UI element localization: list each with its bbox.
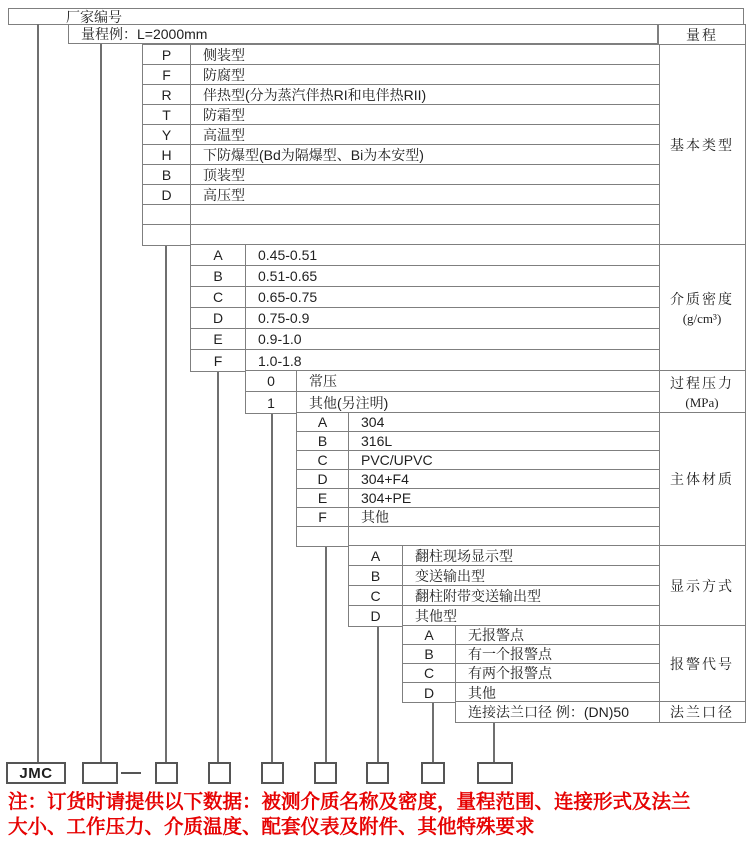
table-row — [143, 185, 659, 205]
table-row — [456, 702, 659, 722]
code-cell: D — [297, 470, 349, 488]
description-cell: 防腐型 — [203, 66, 245, 83]
table-row — [403, 683, 659, 702]
table-row — [403, 664, 659, 683]
connector-line — [325, 545, 327, 762]
range-example-row — [68, 24, 658, 44]
table-row — [143, 205, 659, 225]
table-row — [191, 266, 659, 287]
description-cell: 0.9-1.0 — [258, 331, 302, 347]
model-prefix-box: JMC — [6, 762, 66, 784]
description-cell: 伴热型(分为蒸汽伴热RI和电伴热RII) — [203, 86, 427, 103]
connector-line — [377, 625, 379, 762]
table-row — [191, 350, 659, 371]
selection-block-material — [296, 412, 660, 547]
table-row — [191, 308, 659, 329]
table-row — [297, 470, 659, 489]
table-row — [191, 245, 659, 266]
code-cell: D — [403, 683, 456, 702]
description-cell: 304+F4 — [361, 471, 409, 487]
description-cell: 其他 — [468, 684, 496, 701]
code-cell: 1 — [246, 392, 297, 413]
code-cell: 0 — [246, 371, 297, 391]
category-label-column — [658, 24, 746, 723]
description-cell: 1.0-1.8 — [258, 352, 302, 369]
code-cell: C — [191, 287, 246, 307]
code-cell — [143, 205, 191, 224]
model-code-box — [261, 762, 284, 784]
category-label-material: 主体材质 — [659, 413, 745, 546]
table-row — [143, 45, 659, 65]
code-cell: B — [349, 566, 403, 585]
description-cell: 有一个报警点 — [468, 646, 552, 662]
description-cell: 其他型 — [415, 608, 457, 624]
model-separator-dash — [121, 772, 141, 774]
order-note-line1: 注：订货时请提供以下数据：被测介质名称及密度，量程范围、连接形式及法兰 — [8, 791, 691, 813]
model-code-box — [477, 762, 513, 784]
code-cell: D — [191, 308, 246, 328]
code-cell: F — [297, 508, 349, 526]
table-row — [191, 287, 659, 308]
description-cell — [191, 225, 659, 245]
description-cell: 变送输出型 — [415, 567, 485, 584]
category-label-range: 量程 — [659, 25, 745, 45]
selection-block-density — [190, 244, 660, 372]
code-cell: A — [403, 626, 456, 644]
description-cell: 常压 — [309, 373, 337, 389]
code-cell: F — [191, 350, 246, 371]
description-cell: 翻柱附带变送输出型 — [415, 587, 541, 604]
category-label-display: 显示方式 — [659, 546, 745, 626]
model-code-box — [421, 762, 445, 784]
description-cell: 高压型 — [203, 186, 245, 203]
selection-block-alarm — [402, 625, 660, 703]
description-cell: 顶装型 — [203, 166, 245, 183]
table-row — [297, 508, 659, 527]
code-cell: Y — [143, 125, 191, 144]
table-row — [246, 392, 659, 413]
table-row — [297, 432, 659, 451]
connector-line — [432, 701, 434, 762]
description-cell: 高温型 — [203, 126, 245, 143]
table-row — [349, 546, 659, 566]
code-cell: C — [403, 664, 456, 682]
range-example-text: 量程例：L=2000mm — [81, 26, 208, 42]
category-label-basic: 基本类型 — [659, 45, 745, 245]
table-row — [297, 489, 659, 508]
category-label-pressure: 过程压力 (MPa) — [659, 371, 745, 413]
model-code-box — [366, 762, 389, 784]
code-cell: D — [143, 185, 191, 204]
order-note — [8, 790, 746, 840]
connector-line — [217, 370, 219, 762]
model-code-box — [314, 762, 337, 784]
code-cell: A — [297, 413, 349, 431]
connector-line — [493, 721, 495, 762]
code-cell: D — [349, 606, 403, 626]
table-row — [191, 329, 659, 350]
code-cell: P — [143, 45, 191, 64]
code-cell: E — [297, 489, 349, 507]
selection-block-pressure — [245, 370, 660, 414]
table-row — [143, 165, 659, 185]
connector-line — [271, 412, 273, 762]
table-row — [349, 606, 659, 626]
factory-code-row — [8, 8, 744, 25]
description-cell: 连接法兰口径 例：(DN)50 — [468, 704, 630, 720]
description-cell: 侧装型 — [203, 46, 245, 63]
description-cell: 0.75-0.9 — [258, 310, 310, 326]
factory-code-label: 厂家编号 — [66, 8, 122, 25]
category-label-alarm: 报警代号 — [659, 626, 745, 702]
selection-block-flange — [455, 701, 660, 723]
code-cell: H — [143, 145, 191, 164]
code-cell: B — [143, 165, 191, 184]
model-code-box — [82, 762, 118, 784]
table-row — [403, 626, 659, 645]
category-label-flange: 法兰口径 — [670, 706, 734, 721]
table-row — [403, 645, 659, 664]
table-row — [143, 85, 659, 105]
description-cell: 防霜型 — [203, 106, 245, 123]
table-row — [246, 371, 659, 392]
code-cell: A — [349, 546, 403, 565]
description-cell: 304 — [361, 414, 385, 430]
code-cell: B — [191, 266, 246, 286]
description-cell: 下防爆型(Bd为隔爆型、Bi为本安型) — [203, 146, 424, 163]
code-cell — [297, 527, 349, 546]
category-label-density: 介质密度 (g/cm³) — [659, 245, 745, 371]
description-cell: 有两个报警点 — [468, 665, 552, 681]
table-row — [143, 105, 659, 125]
description-cell: 0.65-0.75 — [258, 289, 318, 305]
connector-line — [165, 244, 167, 762]
code-cell: C — [349, 586, 403, 605]
description-cell: 0.45-0.51 — [258, 247, 318, 263]
code-cell: C — [297, 451, 349, 469]
description-cell — [349, 527, 659, 546]
code-cell — [143, 225, 191, 245]
code-cell: R — [143, 85, 191, 104]
description-cell: PVC/UPVC — [361, 452, 433, 468]
description-cell: 0.51-0.65 — [258, 268, 318, 284]
connector-line — [37, 24, 39, 762]
code-cell: T — [143, 105, 191, 124]
table-row — [297, 413, 659, 432]
selection-block-basic — [142, 44, 660, 246]
table-row — [143, 65, 659, 85]
table-row — [297, 527, 659, 546]
description-cell: 304+PE — [361, 490, 412, 506]
description-cell: 316L — [361, 433, 393, 449]
model-code-box — [208, 762, 231, 784]
description-cell: 其他 — [361, 509, 389, 525]
table-row — [143, 125, 659, 145]
order-note-line2: 大小、工作压力、介质温度、配套仪表及附件、其他特殊要求 — [8, 816, 535, 838]
description-cell: 其他(另注明) — [309, 394, 389, 411]
selection-block-display — [348, 545, 660, 627]
description-cell — [191, 205, 659, 224]
table-row — [143, 145, 659, 165]
code-cell: A — [191, 245, 246, 265]
table-row — [349, 586, 659, 606]
table-row — [349, 566, 659, 586]
model-code-box — [155, 762, 178, 784]
table-row — [297, 451, 659, 470]
code-cell: E — [191, 329, 246, 349]
description-cell: 翻柱现场显示型 — [415, 547, 513, 564]
table-row — [143, 225, 659, 245]
connector-line — [100, 44, 102, 762]
code-cell: B — [297, 432, 349, 450]
description-cell: 无报警点 — [468, 627, 524, 643]
code-cell: B — [403, 645, 456, 663]
code-cell: F — [143, 65, 191, 84]
